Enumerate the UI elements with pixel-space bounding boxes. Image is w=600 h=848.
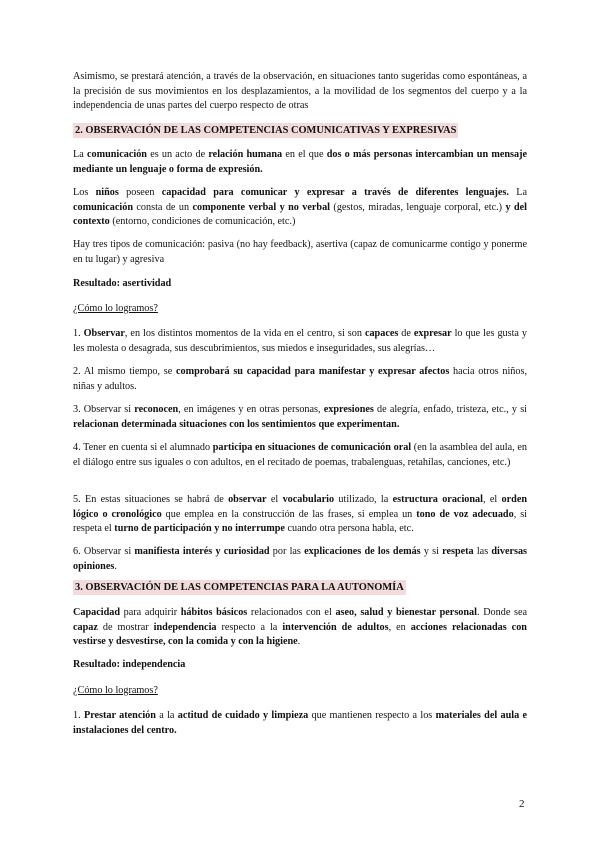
text-run: cuando otra persona habla, etc. [284,523,414,535]
list-item-vocabulary [73,493,527,537]
text-run: La [73,149,87,160]
text-run: , en imágenes y en otras personas, [178,404,324,415]
text-run: utilizado, la [334,494,393,505]
text-run: (en la asamblea del aula, en el diálogo entre sus iguales o con adultos, en el recitado de poemas, trabalenguas, retahílas, canciones, etc.) [73,442,527,468]
text-run: , en [388,621,411,633]
bold-phrase: respeta [442,546,474,557]
bold-phrase: participa en situaciones de comunicación oral [212,442,412,453]
bold-phrase: capacidad para comunicar y expresar a través de diferentes lenguajes. [161,187,509,198]
list-item-recognize [73,403,527,432]
text-run: 1. [73,328,84,339]
bold-phrase: relación humana [208,149,283,160]
bold-phrase: diversas opiniones [73,546,528,572]
bold-phrase: orden lógico o cronológico [73,494,527,520]
text-run: , si respeta el [73,508,528,535]
text-run: para adquirir [120,607,181,618]
text-run: en el que [282,149,327,160]
bold-phrase: materiales del aula e instalaciones del centro. [73,710,528,736]
bold-phrase: explicaciones de los demás [304,546,421,557]
text-run: a la [155,710,178,721]
bold-phrase: reconocen [134,404,179,415]
list-item-oral [73,441,527,470]
list-item-interest [73,545,527,574]
bold-phrase: turno de participación y no interrumpe [114,523,285,535]
text-run: (gestos, miradas, lenguaje corporal, etc.) [330,201,506,213]
text-run: las [473,546,492,557]
text-run: 3. Observar si [73,404,135,415]
text-run: de alegría, enfado, tristeza, etc., y si [373,404,527,415]
bold-phrase: niños [95,187,119,198]
children-communication-paragraph [73,186,527,230]
list-item-affection [73,365,527,394]
bold-phrase: observar [228,494,267,505]
text-run: La [508,187,528,198]
how-question-2: ¿Cómo lo logramos? [73,685,158,696]
bold-phrase: hábitos básicos [180,607,248,618]
communication-types-paragraph [73,238,527,267]
communication-definition [73,148,527,177]
bold-phrase: vocabulario [282,494,335,505]
bold-phrase: dos o más personas intercambian un mensaje mediante un lenguaje o forma de expresión. [73,149,527,175]
text-run: , el [482,494,502,505]
text-run: consta de un [133,201,193,213]
bold-phrase: y del contexto [73,201,527,228]
bold-phrase: aseo, salud y bienestar personal [335,607,477,618]
bold-phrase: expresiones [323,404,374,415]
bold-phrase: intervención de adultos [282,621,389,633]
text-run: 6. Observar si [73,546,135,557]
text-run: 4. Tener en cuenta si el alumnado [73,442,213,453]
text-run: . [297,636,301,648]
text-run: es un acto de [146,149,209,160]
bold-phrase: comprobará su capacidad para manifestar y expresar afectos [176,366,450,377]
text-run: Asimismo, se prestará atención, a través de la observación, en situaciones tanto sugeridas como espontáneas, a la precisión de sus movimientos en los desplazamientos, a la movilidad de los segmentos del cuerpo y a la independencia de unas partes del cuerpo respecto de otras [73,71,527,112]
text-run: . [114,560,117,572]
bold-phrase: Capacidad [73,607,120,618]
how-question-1: ¿Cómo lo logramos? [73,303,158,314]
bold-phrase: comunicación [86,149,147,160]
text-run: . Donde sea [476,607,528,618]
text-run: relacionados con el [247,607,336,618]
bold-phrase: estructura oracional [392,494,483,505]
bold-phrase: manifiesta interés y curiosidad [134,546,270,557]
bold-phrase: acciones relacionadas con vestirse y desvestirse, con la comida y con la higiene [73,621,527,648]
result-assertiveness [73,277,527,292]
page-number: 2 [519,798,525,810]
result-independence [73,658,527,673]
text-run: respecto a la [216,621,283,633]
text-run: Hay tres tipos de comunicación: pasiva (no hay feedback), asertiva (capaz de comunicarme contigo y ponerme en tu lugar) y agresiva [73,239,527,265]
bold-phrase: relacionan determinada situaciones con los sentimientos que experimentan. [73,418,400,430]
text-run: el [266,494,283,505]
bold-phrase: actitud de cuidado y limpieza [177,710,309,721]
text-run: 2. Al mismo tiempo, se [73,366,177,377]
bold-phrase: tono de voz adecuado [416,508,514,520]
bold-phrase: Resultado: asertividad [73,278,172,289]
bold-phrase: capaces [364,328,399,339]
bold-phrase: independencia [153,621,217,633]
text-run: que emplea en la construcción de las frases, si emplea un [161,508,417,520]
bold-phrase: Resultado: independencia [73,659,186,670]
text-run: 1. [73,710,84,721]
section-2-heading: 2. OBSERVACIÓN DE LAS COMPETENCIAS COMUNICATIVAS Y EXPRESIVAS [75,125,457,136]
text-run: (entorno, condiciones de comunicación, etc.) [109,216,296,228]
text-run: 5. En estas situaciones se habrá de [73,494,229,505]
text-run: de mostrar [97,621,154,633]
list-item-attention [73,709,527,738]
list-item-observe [73,327,527,356]
text-run: y si [420,546,443,557]
text-run: Los [73,187,96,198]
bold-phrase: Observar [83,328,125,339]
bold-phrase: comunicación [73,201,133,213]
bold-phrase: expresar [413,328,452,339]
text-run: que mantienen respecto a los [308,710,436,721]
bold-phrase: capaz [73,621,98,633]
text-run: por las [269,546,305,557]
text-run: poseen [118,187,162,198]
intro-paragraph [73,70,527,114]
section-3-heading: 3. OBSERVACIÓN DE LAS COMPETENCIAS PARA LA AUTONOMÍA [75,582,404,593]
bold-phrase: componente verbal y no verbal [192,201,331,213]
text-run: lo que les gusta y les molesta o desagrada, sus descubrimientos, sus miedos e inseguridades, sus alegrías… [73,328,528,354]
bold-phrase: Prestar atención [83,710,156,721]
text-run: , en los distintos momentos de la vida en el centro, si son [124,328,365,339]
autonomy-paragraph [73,606,527,650]
text-run: hacia otros niños, niñas y adultos. [73,366,527,392]
text-run: de [398,328,414,339]
